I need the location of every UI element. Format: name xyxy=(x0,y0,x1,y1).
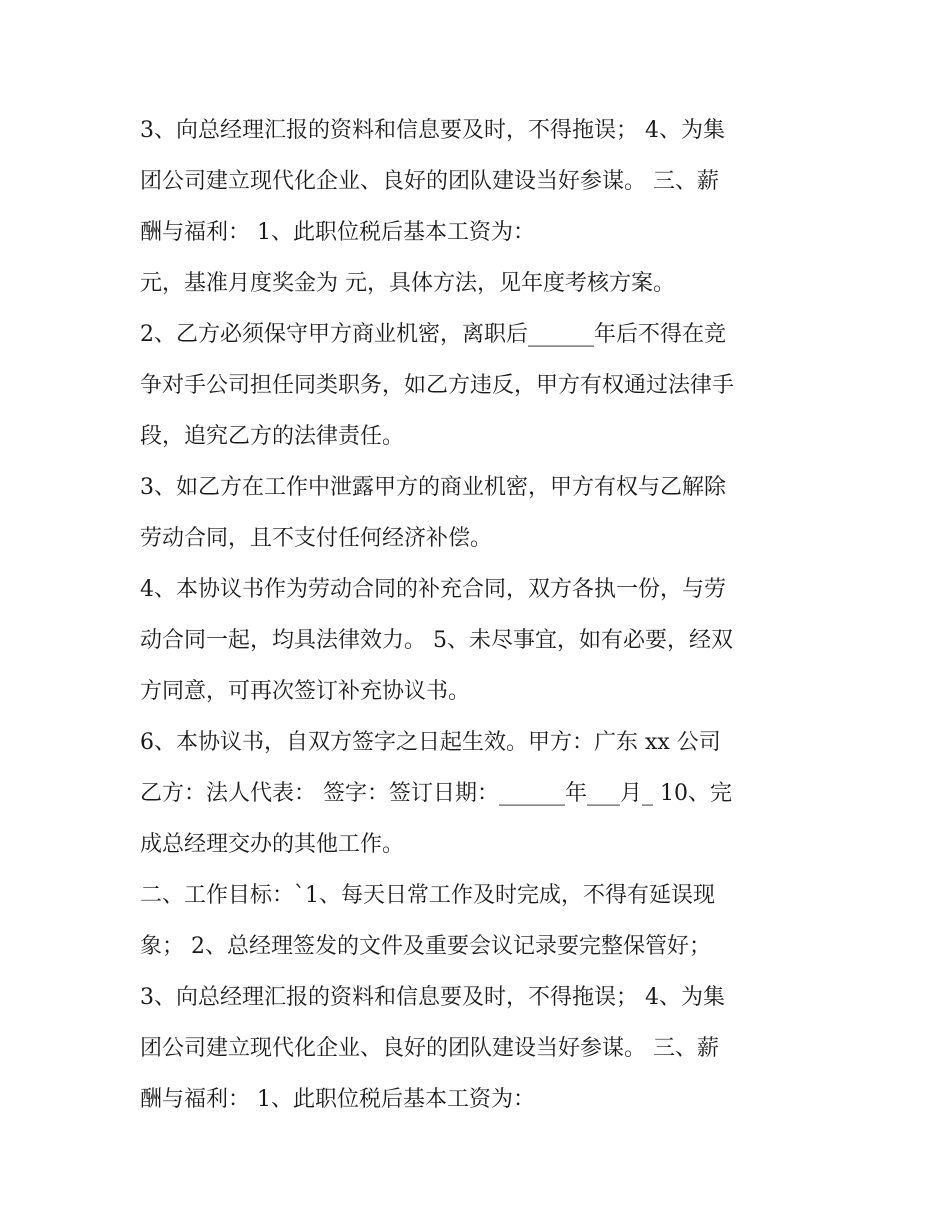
text-line: 元，基准月度奖金为 元，具体方法，见年度考核方案。 xyxy=(140,271,675,296)
text-line: 2、乙方必须保守甲方商业机密，离职后______年后不得在竞 xyxy=(140,322,726,347)
document-body xyxy=(140,105,820,1125)
text-line: 酬与福利： 1、此职位税后基本工资为： xyxy=(140,220,535,245)
text-line: 方同意，可再次签订补充协议书。 xyxy=(140,679,471,704)
text-line: 乙方：法人代表： 签字：签订日期：______年___月_ 10、完 xyxy=(140,781,732,806)
text-line: 争对手公司担任同类职务，如乙方违反，甲方有权通过法律手 xyxy=(140,373,735,398)
text-line: 团公司建立现代化企业、良好的团队建设当好参谋。 三、薪 xyxy=(140,1036,719,1061)
text-line: 劳动合同，且不支付任何经济补偿。 xyxy=(140,526,493,551)
text-line: 4、本协议书作为劳动合同的补充合同，双方各执一份，与劳 xyxy=(140,577,726,602)
text-line: 3、如乙方在工作中泄露甲方的商业机密，甲方有权与乙解除 xyxy=(140,475,726,500)
text-line: 段，追究乙方的法律责任。 xyxy=(140,424,405,449)
text-line: 动合同一起，均具法律效力。 5、未尽事宜，如有必要，经双 xyxy=(140,628,733,653)
text-line: 3、向总经理汇报的资料和信息要及时，不得拖误； 4、为集 xyxy=(140,985,725,1010)
text-line: 酬与福利： 1、此职位税后基本工资为： xyxy=(140,1087,535,1112)
text-line: 团公司建立现代化企业、良好的团队建设当好参谋。 三、薪 xyxy=(140,169,719,194)
text-line: 象； 2、总经理签发的文件及重要会议记录要完整保管好； xyxy=(140,934,711,959)
text-line: 二、工作目标：`1、每天日常工作及时完成，不得有延误现 xyxy=(140,883,715,908)
text-line: 成总经理交办的其他工作。 xyxy=(140,832,405,857)
text-line: 3、向总经理汇报的资料和信息要及时，不得拖误； 4、为集 xyxy=(140,118,725,143)
text-line: 6、本协议书，自双方签字之日起生效。甲方：广东 xx 公司 xyxy=(140,730,721,755)
